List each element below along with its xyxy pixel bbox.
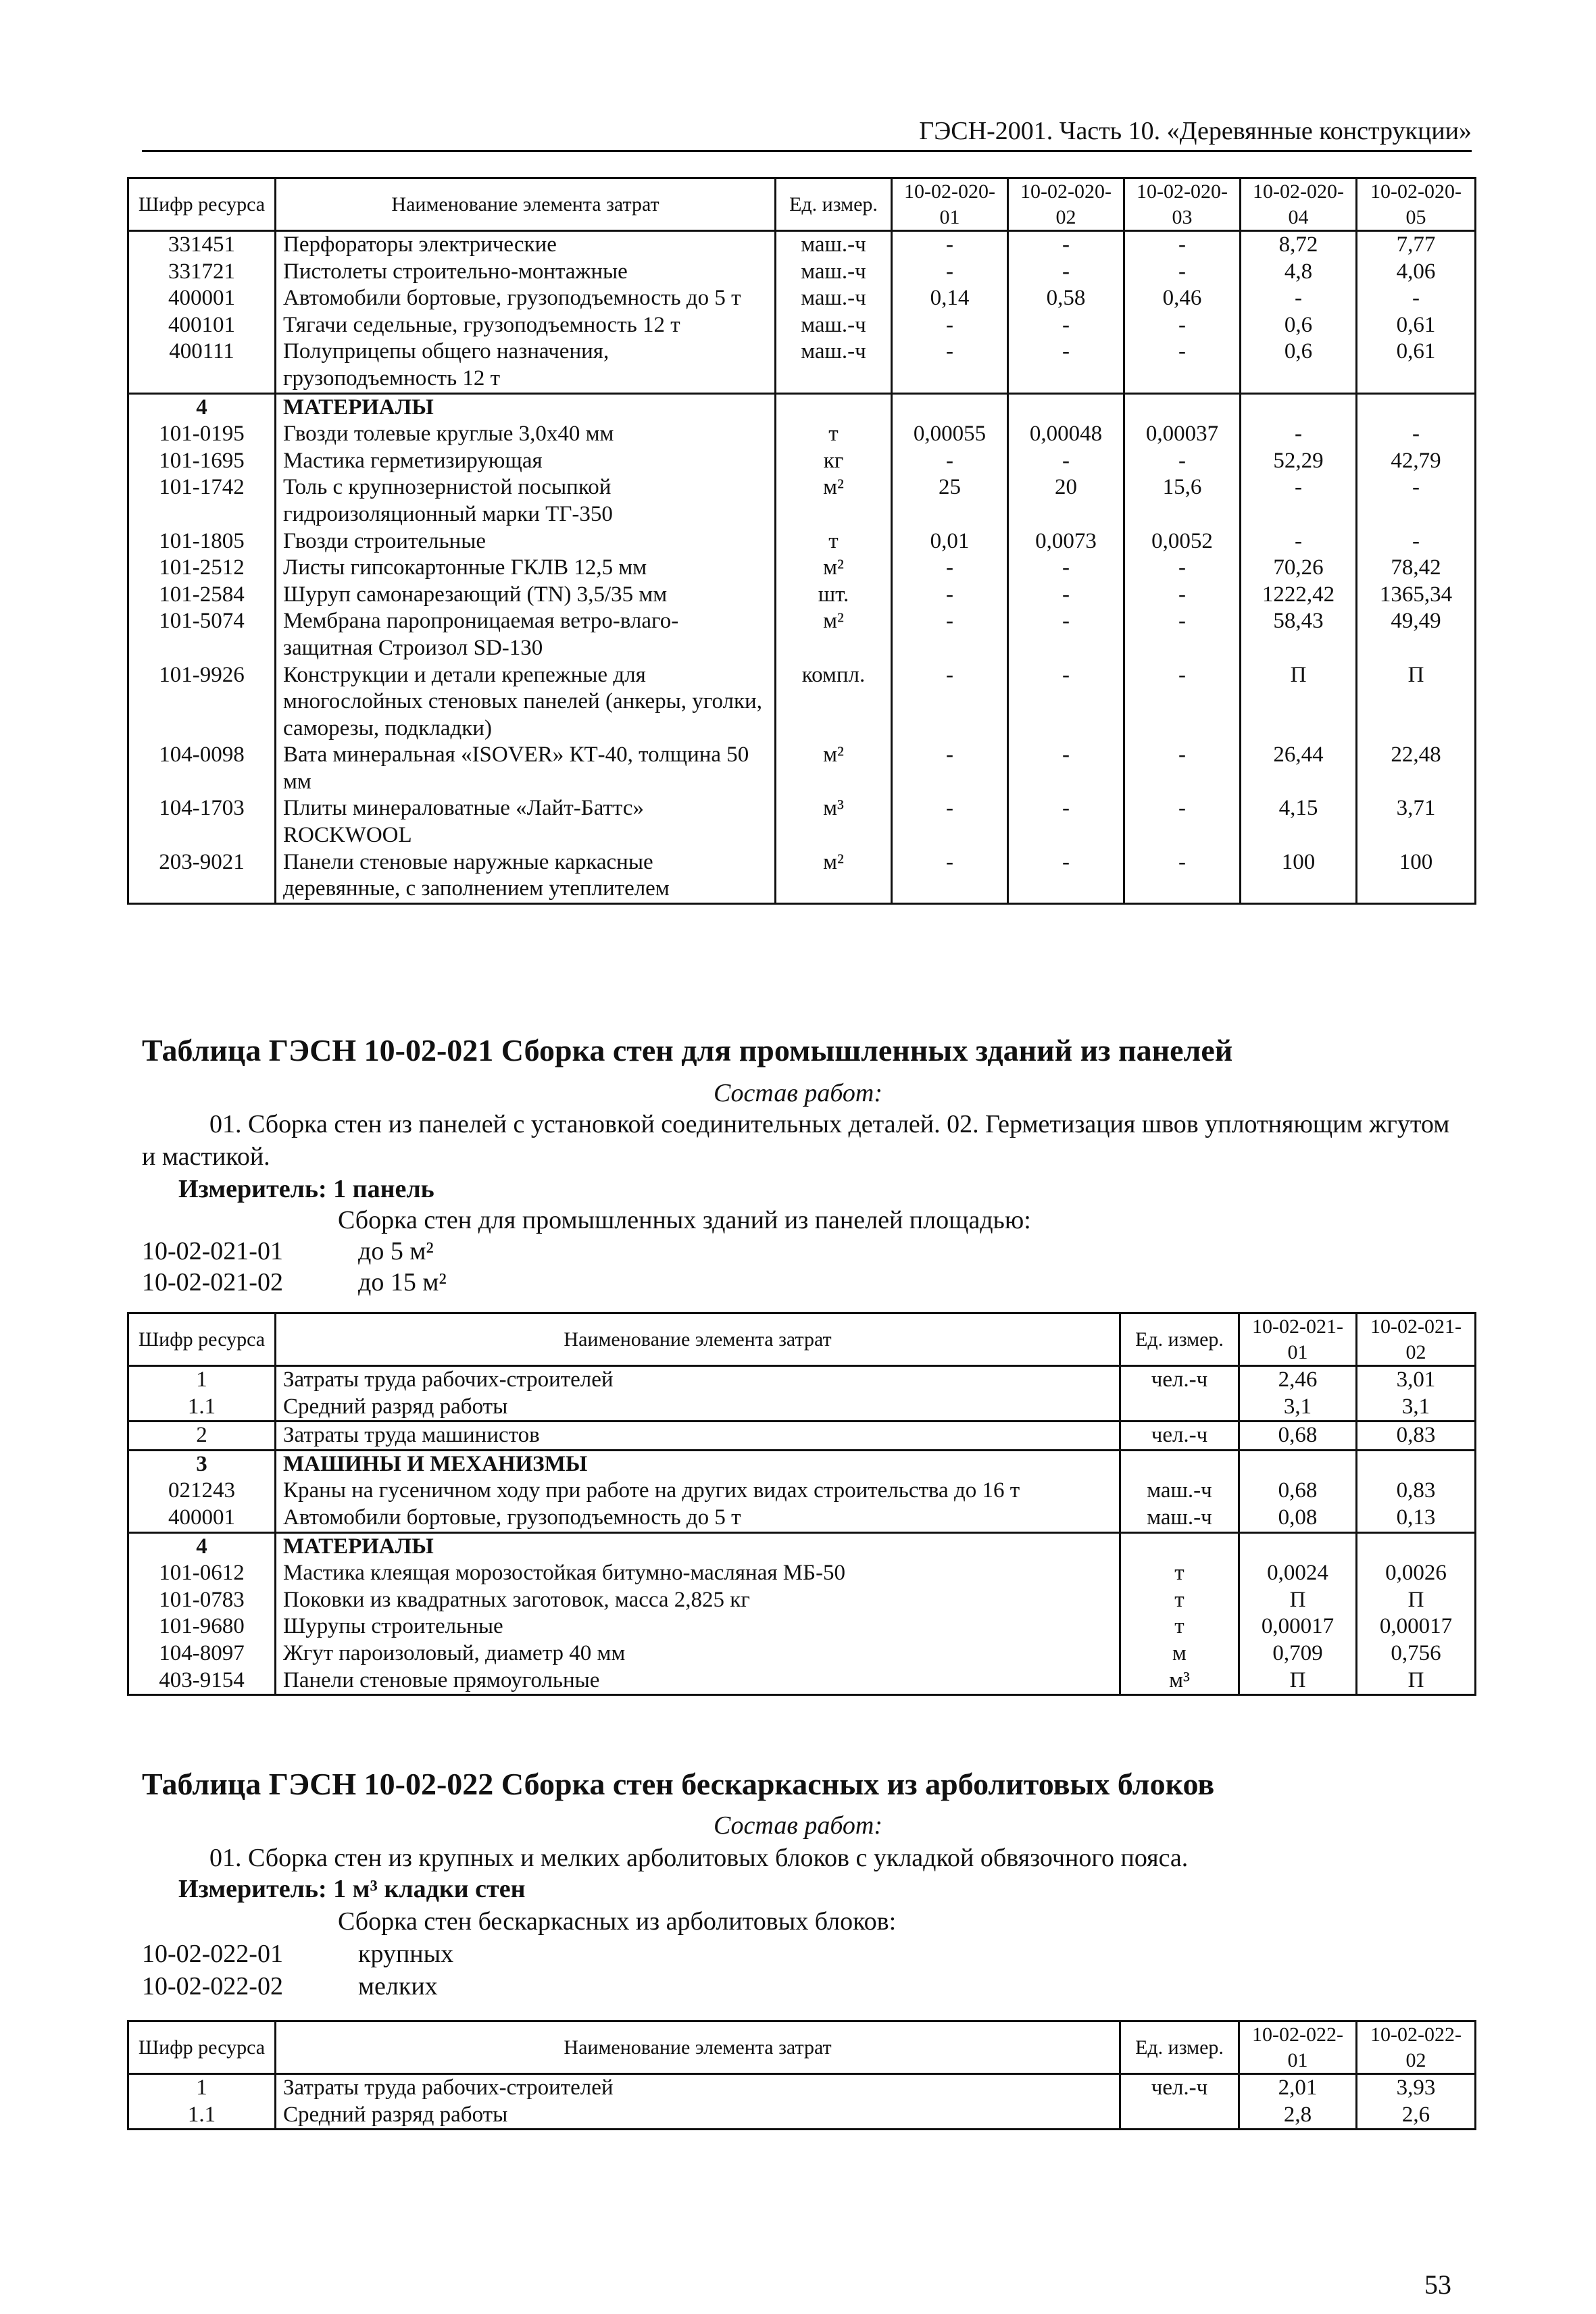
resource-code-cell: 101-9926: [128, 662, 276, 743]
norm-value-cell: 0,6: [1241, 312, 1357, 339]
resource-code-cell: 101-2584: [128, 582, 276, 609]
norm-value-cell: [1357, 1532, 1476, 1560]
norm-value-cell: 3,01: [1357, 1366, 1476, 1394]
norm-value-cell: 58,43: [1241, 608, 1357, 661]
resource-code-cell: 101-9680: [128, 1613, 276, 1640]
cost-element-name-cell: МАШИНЫ И МЕХАНИЗМЫ: [276, 1450, 1120, 1478]
section-title-10-02-021: Таблица ГЭСН 10-02-021 Сборка стен для промышленных зданий из панелей: [142, 1033, 1233, 1067]
norm-value-cell: 2,8: [1239, 2102, 1357, 2130]
table-row: [128, 849, 1476, 904]
norm-value-cell: [1008, 393, 1124, 421]
norm-value-cell: 4,06: [1357, 259, 1476, 286]
table-row: [128, 1478, 1476, 1505]
cost-element-name-cell: Автомобили бортовые, грузоподъемность до 5 т: [276, 285, 776, 312]
cost-element-name-cell: Поковки из квадратных заготовок, масса 2,825 кг: [276, 1587, 1120, 1614]
resource-code-cell: 4: [128, 1532, 276, 1560]
norm-value-cell: 0,00037: [1124, 421, 1241, 448]
norm-value-cell: 0,68: [1239, 1422, 1357, 1451]
unit-cell: м³: [776, 795, 892, 849]
table-row: [128, 582, 1476, 609]
norm-value-cell: 15,6: [1124, 474, 1241, 528]
norm-value-cell: 0,58: [1008, 285, 1124, 312]
norm-value-cell: П: [1357, 1587, 1476, 1614]
variant-label: до 5 м²: [358, 1237, 434, 1265]
unit-cell: т: [1120, 1560, 1239, 1587]
section-title-10-02-022: Таблица ГЭСН 10-02-022 Сборка стен бескаркасных из арболитовых блоков: [142, 1767, 1215, 1801]
unit-cell: [1120, 1394, 1239, 1422]
norm-value-cell: 26,44: [1241, 742, 1357, 795]
norm-value-cell: -: [1124, 662, 1241, 743]
norm-value-cell: -: [892, 795, 1008, 849]
table-row: [128, 259, 1476, 286]
work-composition-label: Состав работ:: [713, 1079, 883, 1107]
col-header-022-01: 10-02-022-01: [1239, 2021, 1357, 2074]
norm-value-cell: 4,15: [1241, 795, 1357, 849]
resource-code-cell: 400111: [128, 338, 276, 393]
norm-value-cell: -: [1124, 338, 1241, 393]
unit-cell: маш.-ч: [776, 231, 892, 259]
resource-code-cell: 400001: [128, 1505, 276, 1532]
resource-code-cell: 101-1805: [128, 528, 276, 555]
resource-code-cell: 104-0098: [128, 742, 276, 795]
unit-cell: маш.-ч: [776, 312, 892, 339]
col-header-name: Наименование элемента затрат: [276, 178, 776, 231]
norm-value-cell: -: [1124, 582, 1241, 609]
table-row: [128, 795, 1476, 849]
section-heading-row: [128, 393, 1476, 421]
resource-code-cell: 021243: [128, 1478, 276, 1505]
unit-cell: [776, 393, 892, 421]
measure-unit: Измеритель: 1 м³ кладки стен: [178, 1875, 526, 1903]
norm-value-cell: -: [892, 662, 1008, 743]
table-header-row: [128, 1313, 1476, 1366]
norm-value-cell: -: [892, 608, 1008, 661]
norm-value-cell: 0,14: [892, 285, 1008, 312]
cost-element-name-cell: Пистолеты строительно-монтажные: [276, 259, 776, 286]
norm-value-cell: -: [1357, 421, 1476, 448]
cost-element-name-cell: Мастика клеящая морозостойкая битумно-масляная МБ-50: [276, 1560, 1120, 1587]
norm-value-cell: 1222,42: [1241, 582, 1357, 609]
norm-value-cell: 0,756: [1357, 1640, 1476, 1667]
col-header-code: Шифр ресурса: [128, 178, 276, 231]
table-row: [128, 1640, 1476, 1667]
norm-value-cell: 0,61: [1357, 338, 1476, 393]
cost-element-name-cell: МАТЕРИАЛЫ: [276, 393, 776, 421]
norm-value-cell: П: [1241, 662, 1357, 743]
norm-value-cell: [1239, 1532, 1357, 1560]
table-row: [128, 1394, 1476, 1422]
norm-value-cell: 1365,34: [1357, 582, 1476, 609]
table-row: [128, 231, 1476, 259]
norm-value-cell: [1124, 393, 1241, 421]
norm-value-cell: -: [1357, 528, 1476, 555]
norm-value-cell: -: [1241, 474, 1357, 528]
variant-code: 10-02-021-01: [142, 1237, 283, 1265]
norm-value-cell: 100: [1241, 849, 1357, 904]
variant-label: мелких: [358, 1972, 438, 2001]
norm-value-cell: -: [1008, 231, 1124, 259]
norm-value-cell: -: [1124, 795, 1241, 849]
unit-cell: т: [1120, 1613, 1239, 1640]
norm-value-cell: 7,77: [1357, 231, 1476, 259]
unit-cell: м: [1120, 1640, 1239, 1667]
resource-code-cell: 101-0195: [128, 421, 276, 448]
norm-value-cell: -: [1124, 312, 1241, 339]
resource-code-cell: 1: [128, 1366, 276, 1394]
table-row: [128, 1587, 1476, 1614]
variant-row: [142, 1236, 434, 1266]
table-row: [128, 448, 1476, 475]
unit-cell: шт.: [776, 582, 892, 609]
norm-value-cell: 42,79: [1357, 448, 1476, 475]
norm-value-cell: -: [1124, 555, 1241, 582]
norm-value-cell: 0,00017: [1239, 1613, 1357, 1640]
unit-cell: чел.-ч: [1120, 1422, 1239, 1451]
cost-element-name-cell: Краны на гусеничном ходу при работе на других видах строительства до 16 т: [276, 1478, 1120, 1505]
unit-cell: м²: [776, 742, 892, 795]
cost-element-name-cell: Жгут пароизоловый, диаметр 40 мм: [276, 1640, 1120, 1667]
unit-cell: маш.-ч: [776, 285, 892, 312]
norm-value-cell: -: [1008, 795, 1124, 849]
unit-cell: т: [1120, 1587, 1239, 1614]
norm-value-cell: -: [1124, 259, 1241, 286]
cost-element-name-cell: Полуприцепы общего назначения, грузоподъемность 12 т: [276, 338, 776, 393]
norm-value-cell: П: [1239, 1587, 1357, 1614]
resource-code-cell: 400001: [128, 285, 276, 312]
unit-cell: чел.-ч: [1120, 1366, 1239, 1394]
norm-value-cell: 3,71: [1357, 795, 1476, 849]
norm-value-cell: 3,1: [1357, 1394, 1476, 1422]
norm-value-cell: 0,46: [1124, 285, 1241, 312]
table-row: [128, 555, 1476, 582]
resource-code-cell: 101-1742: [128, 474, 276, 528]
norm-value-cell: -: [1124, 742, 1241, 795]
col-header-unit: Ед. измер.: [1120, 2021, 1239, 2074]
norm-value-cell: 22,48: [1357, 742, 1476, 795]
table-row: [128, 1366, 1476, 1394]
norm-value-cell: [1239, 1450, 1357, 1478]
variants-caption: Сборка стен для промышленных зданий из панелей площадью:: [338, 1206, 1031, 1234]
table-row: [128, 2102, 1476, 2130]
cost-element-name-cell: Толь с крупнозернистой посыпкой гидроизоляционный марки ТГ-350: [276, 474, 776, 528]
page-number: 53: [1424, 2269, 1451, 2300]
resource-code-cell: 1.1: [128, 2102, 276, 2130]
norm-value-cell: 0,00055: [892, 421, 1008, 448]
cost-element-name-cell: Средний разряд работы: [276, 2102, 1120, 2130]
unit-cell: т: [776, 528, 892, 555]
variant-label: до 15 м²: [358, 1268, 447, 1297]
col-header-020-03: 10-02-020-03: [1124, 178, 1241, 231]
variant-label: крупных: [358, 1940, 454, 1968]
col-header-code: Шифр ресурса: [128, 1313, 276, 1366]
unit-cell: м²: [776, 555, 892, 582]
col-header-021-02: 10-02-021-02: [1357, 1313, 1476, 1366]
table-row: [128, 742, 1476, 795]
norm-value-cell: -: [1124, 448, 1241, 475]
cost-element-name-cell: Затраты труда рабочих-строителей: [276, 1366, 1120, 1394]
col-header-020-01: 10-02-020-01: [892, 178, 1008, 231]
norm-value-cell: 78,42: [1357, 555, 1476, 582]
norm-value-cell: 0,00048: [1008, 421, 1124, 448]
cost-element-name-cell: МАТЕРИАЛЫ: [276, 1532, 1120, 1560]
section-heading-row: [128, 1532, 1476, 1560]
norm-value-cell: -: [1008, 259, 1124, 286]
cost-element-name-cell: Гвозди толевые круглые 3,0х40 мм: [276, 421, 776, 448]
col-header-021-01: 10-02-021-01: [1239, 1313, 1357, 1366]
unit-cell: маш.-ч: [776, 259, 892, 286]
table-row: [128, 608, 1476, 661]
work-composition-text: 01. Сборка стен из панелей с установкой соединительных деталей. 02. Герметизация швов уплотняющим жгутом и мастикой.: [142, 1110, 1450, 1171]
norm-value-cell: 0,709: [1239, 1640, 1357, 1667]
norm-value-cell: 0,00017: [1357, 1613, 1476, 1640]
table-row: [128, 421, 1476, 448]
norm-value-cell: -: [892, 231, 1008, 259]
variant-row: [142, 1939, 453, 1969]
norm-value-cell: -: [1008, 338, 1124, 393]
norm-value-cell: 3,93: [1357, 2074, 1476, 2102]
table-row: [128, 1613, 1476, 1640]
table-row: [128, 474, 1476, 528]
col-header-020-05: 10-02-020-05: [1357, 178, 1476, 231]
cost-element-name-cell: Листы гипсокартонные ГКЛВ 12,5 мм: [276, 555, 776, 582]
unit-cell: кг: [776, 448, 892, 475]
resource-code-cell: 1: [128, 2074, 276, 2102]
running-header: ГЭСН-2001. Часть 10. «Деревянные конструкции»: [142, 116, 1472, 152]
col-header-020-02: 10-02-020-02: [1008, 178, 1124, 231]
work-composition-label: Состав работ:: [713, 1811, 883, 1840]
table-row: [128, 1667, 1476, 1695]
norm-value-cell: -: [1357, 285, 1476, 312]
cost-element-name-cell: Панели стеновые наружные каркасные деревянные, с заполнением утеплителем: [276, 849, 776, 904]
resource-code-cell: 101-5074: [128, 608, 276, 661]
cost-element-name-cell: Затраты труда машинистов: [276, 1422, 1120, 1451]
norm-value-cell: [1241, 393, 1357, 421]
norm-value-cell: -: [1008, 662, 1124, 743]
norm-value-cell: -: [1241, 528, 1357, 555]
unit-cell: маш.-ч: [776, 338, 892, 393]
cost-element-name-cell: Мастика герметизирующая: [276, 448, 776, 475]
norm-value-cell: [1357, 393, 1476, 421]
unit-cell: м²: [776, 849, 892, 904]
norm-value-cell: [892, 393, 1008, 421]
norm-value-cell: -: [892, 582, 1008, 609]
norm-value-cell: -: [1241, 285, 1357, 312]
cost-element-name-cell: Мембрана паропроницаемая ветро-влаго-защитная Строизол SD-130: [276, 608, 776, 661]
norm-value-cell: 0,68: [1239, 1478, 1357, 1505]
work-composition-text: 01. Сборка стен из крупных и мелких арболитовых блоков с укладкой обвязочного пояса.: [209, 1844, 1189, 1872]
col-header-020-04: 10-02-020-04: [1241, 178, 1357, 231]
resource-table-10-02-022: [127, 2020, 1476, 2130]
norm-value-cell: 0,0052: [1124, 528, 1241, 555]
unit-cell: м²: [776, 608, 892, 661]
cost-element-name-cell: Шурупы строительные: [276, 1613, 1120, 1640]
norm-value-cell: 0,01: [892, 528, 1008, 555]
unit-cell: м²: [776, 474, 892, 528]
norm-value-cell: -: [892, 338, 1008, 393]
measure-unit: Измеритель: 1 панель: [178, 1175, 434, 1203]
cost-element-name-cell: Средний разряд работы: [276, 1394, 1120, 1422]
table-header-row: [128, 2021, 1476, 2074]
resource-code-cell: 331721: [128, 259, 276, 286]
norm-value-cell: -: [1008, 849, 1124, 904]
col-header-name: Наименование элемента затрат: [276, 1313, 1120, 1366]
variant-code: 10-02-022-01: [142, 1940, 283, 1968]
unit-cell: [1120, 1450, 1239, 1478]
unit-cell: маш.-ч: [1120, 1478, 1239, 1505]
cost-element-name-cell: Панели стеновые прямоугольные: [276, 1667, 1120, 1695]
norm-value-cell: -: [1357, 474, 1476, 528]
cost-element-name-cell: Автомобили бортовые, грузоподъемность до 5 т: [276, 1505, 1120, 1532]
cost-element-name-cell: Перфораторы электрические: [276, 231, 776, 259]
resource-table-10-02-020: [127, 177, 1476, 905]
resource-code-cell: 101-1695: [128, 448, 276, 475]
cost-element-name-cell: Вата минеральная «ISOVER» КТ-40, толщина 50 мм: [276, 742, 776, 795]
norm-value-cell: [1357, 1450, 1476, 1478]
resource-code-cell: 101-0783: [128, 1587, 276, 1614]
norm-value-cell: -: [892, 448, 1008, 475]
norm-value-cell: -: [892, 312, 1008, 339]
norm-value-cell: 0,0073: [1008, 528, 1124, 555]
norm-value-cell: -: [1008, 312, 1124, 339]
variant-code: 10-02-021-02: [142, 1268, 283, 1297]
unit-cell: т: [776, 421, 892, 448]
resource-code-cell: 403-9154: [128, 1667, 276, 1695]
resource-code-cell: 3: [128, 1450, 276, 1478]
resource-code-cell: 101-0612: [128, 1560, 276, 1587]
table-row: [128, 1505, 1476, 1532]
unit-cell: м³: [1120, 1667, 1239, 1695]
unit-cell: чел.-ч: [1120, 2074, 1239, 2102]
norm-value-cell: 0,61: [1357, 312, 1476, 339]
cost-element-name-cell: Тягачи седельные, грузоподъемность 12 т: [276, 312, 776, 339]
norm-value-cell: 3,1: [1239, 1394, 1357, 1422]
norm-value-cell: -: [892, 259, 1008, 286]
norm-value-cell: -: [892, 849, 1008, 904]
table-row: [128, 1422, 1476, 1451]
norm-value-cell: 2,46: [1239, 1366, 1357, 1394]
norm-value-cell: -: [1241, 421, 1357, 448]
resource-code-cell: 104-8097: [128, 1640, 276, 1667]
norm-value-cell: 52,29: [1241, 448, 1357, 475]
col-header-unit: Ед. измер.: [1120, 1313, 1239, 1366]
table-row: [128, 338, 1476, 393]
unit-cell: [1120, 1532, 1239, 1560]
unit-cell: [1120, 2102, 1239, 2130]
col-header-022-02: 10-02-022-02: [1357, 2021, 1476, 2074]
cost-element-name-cell: Конструкции и детали крепежные для многослойных стеновых панелей (анкеры, уголки, саморезы, подкладки): [276, 662, 776, 743]
norm-value-cell: 0,08: [1239, 1505, 1357, 1532]
cost-element-name-cell: Плиты минераловатные «Лайт-Баттс» ROCKWOOL: [276, 795, 776, 849]
norm-value-cell: -: [1124, 608, 1241, 661]
norm-value-cell: 2,6: [1357, 2102, 1476, 2130]
variant-row: [142, 1971, 438, 2001]
norm-value-cell: 0,6: [1241, 338, 1357, 393]
norm-value-cell: 70,26: [1241, 555, 1357, 582]
resource-code-cell: 2: [128, 1422, 276, 1451]
norm-value-cell: 0,0026: [1357, 1560, 1476, 1587]
resource-code-cell: 104-1703: [128, 795, 276, 849]
resource-code-cell: 331451: [128, 231, 276, 259]
norm-value-cell: -: [892, 742, 1008, 795]
cost-element-name-cell: Гвозди строительные: [276, 528, 776, 555]
norm-value-cell: П: [1357, 662, 1476, 743]
norm-value-cell: 0,0024: [1239, 1560, 1357, 1587]
norm-value-cell: 20: [1008, 474, 1124, 528]
col-header-name: Наименование элемента затрат: [276, 2021, 1120, 2074]
norm-value-cell: 4,8: [1241, 259, 1357, 286]
table-row: [128, 2074, 1476, 2102]
table-row: [128, 285, 1476, 312]
norm-value-cell: -: [1124, 849, 1241, 904]
resource-table-10-02-021: [127, 1312, 1476, 1696]
table-row: [128, 1560, 1476, 1587]
norm-value-cell: 0,83: [1357, 1422, 1476, 1451]
cost-element-name-cell: Затраты труда рабочих-строителей: [276, 2074, 1120, 2102]
resource-code-cell: 1.1: [128, 1394, 276, 1422]
norm-value-cell: 0,83: [1357, 1478, 1476, 1505]
variants-caption: Сборка стен бескаркасных из арболитовых блоков:: [338, 1907, 897, 1936]
col-header-code: Шифр ресурса: [128, 2021, 276, 2074]
section-heading-row: [128, 1450, 1476, 1478]
table-header-row: [128, 178, 1476, 231]
table-row: [128, 528, 1476, 555]
norm-value-cell: 2,01: [1239, 2074, 1357, 2102]
norm-value-cell: П: [1239, 1667, 1357, 1695]
unit-cell: маш.-ч: [1120, 1505, 1239, 1532]
norm-value-cell: -: [1008, 608, 1124, 661]
variant-code: 10-02-022-02: [142, 1972, 283, 2001]
unit-cell: компл.: [776, 662, 892, 743]
norm-value-cell: -: [892, 555, 1008, 582]
resource-code-cell: 400101: [128, 312, 276, 339]
norm-value-cell: -: [1124, 231, 1241, 259]
norm-value-cell: 25: [892, 474, 1008, 528]
norm-value-cell: -: [1008, 555, 1124, 582]
norm-value-cell: П: [1357, 1667, 1476, 1695]
variant-row: [142, 1267, 447, 1297]
resource-code-cell: 203-9021: [128, 849, 276, 904]
table-row: [128, 312, 1476, 339]
norm-value-cell: 8,72: [1241, 231, 1357, 259]
resource-code-cell: 101-2512: [128, 555, 276, 582]
norm-value-cell: -: [1008, 448, 1124, 475]
col-header-unit: Ед. измер.: [776, 178, 892, 231]
resource-code-cell: 4: [128, 393, 276, 421]
norm-value-cell: 49,49: [1357, 608, 1476, 661]
norm-value-cell: 0,13: [1357, 1505, 1476, 1532]
cost-element-name-cell: Шуруп самонарезающий (TN) 3,5/35 мм: [276, 582, 776, 609]
norm-value-cell: -: [1008, 742, 1124, 795]
table-row: [128, 662, 1476, 743]
norm-value-cell: -: [1008, 582, 1124, 609]
norm-value-cell: 100: [1357, 849, 1476, 904]
